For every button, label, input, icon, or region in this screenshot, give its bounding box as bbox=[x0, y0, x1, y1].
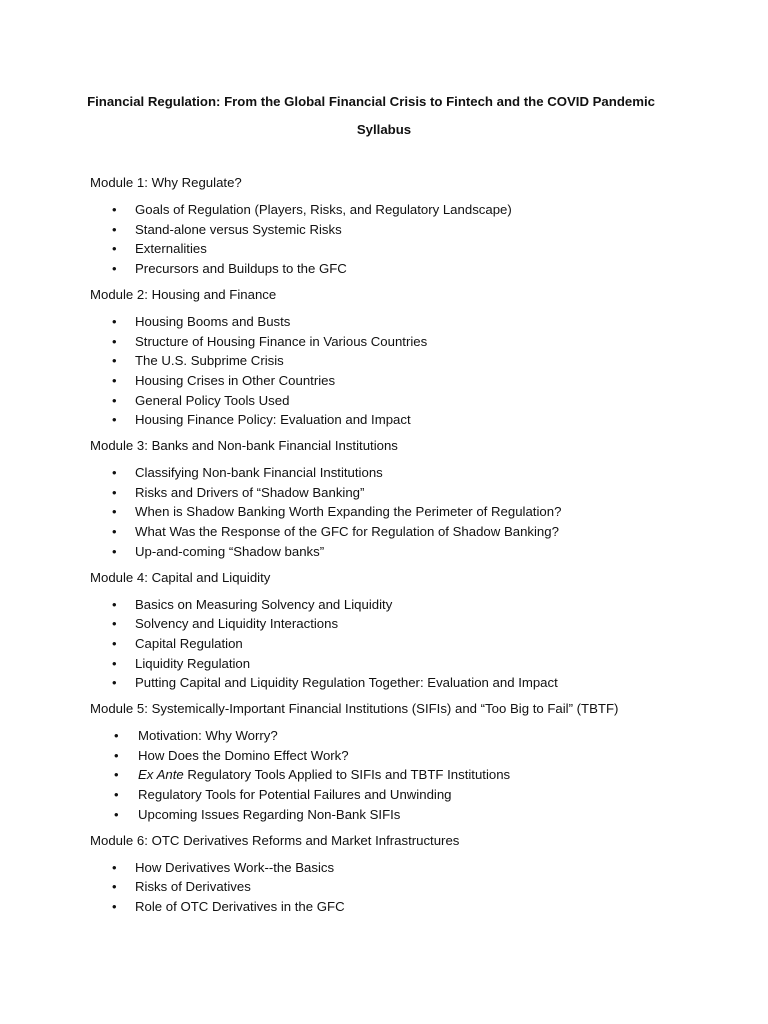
list-item: • Structure of Housing Finance in Various Countries bbox=[90, 332, 730, 352]
list-item: • Solvency and Liquidity Interactions bbox=[90, 614, 730, 634]
list-item: • Housing Finance Policy: Evaluation and Impact bbox=[90, 410, 730, 430]
list-item bbox=[90, 765, 730, 785]
list-item: • Externalities bbox=[90, 239, 730, 259]
list-item: • General Policy Tools Used bbox=[90, 391, 730, 411]
list-item-text: Regulatory Tools Applied to SIFIs and TBTF Institutions bbox=[183, 767, 511, 783]
list-item: • Housing Booms and Busts bbox=[90, 312, 730, 332]
list-item: • How Does the Domino Effect Work? bbox=[90, 746, 730, 766]
module-1 bbox=[90, 173, 730, 279]
list-item: • When is Shadow Banking Worth Expanding the Perimeter of Regulation? bbox=[90, 502, 730, 522]
module-topic-list bbox=[90, 200, 730, 279]
module-topic-list bbox=[90, 726, 730, 825]
list-item: • What Was the Response of the GFC for Regulation of Shadow Banking? bbox=[90, 522, 730, 542]
module-topic-list bbox=[90, 595, 730, 694]
module-heading: Module 1: Why Regulate? bbox=[90, 175, 242, 190]
list-item: • Role of OTC Derivatives in the GFC bbox=[90, 897, 730, 917]
list-item: • Risks of Derivatives bbox=[90, 877, 730, 897]
list-item: • Housing Crises in Other Countries bbox=[90, 371, 730, 391]
module-heading: Module 5: Systemically-Important Financial Institutions (SIFIs) and “Too Big to Fail” (TBTF) bbox=[90, 701, 619, 717]
document-subtitle: Syllabus bbox=[356, 122, 412, 137]
list-item: • Upcoming Issues Regarding Non-Bank SIFIs bbox=[90, 805, 730, 825]
list-item: • Up-and-coming “Shadow banks” bbox=[90, 542, 730, 562]
module-6 bbox=[90, 831, 730, 917]
list-item: • Stand-alone versus Systemic Risks bbox=[90, 220, 730, 240]
list-item: • Motivation: Why Worry? bbox=[90, 726, 730, 746]
list-item: • The U.S. Subprime Crisis bbox=[90, 351, 730, 371]
module-topic-list bbox=[90, 463, 730, 562]
list-item: • Capital Regulation bbox=[90, 634, 730, 654]
module-topic-list bbox=[90, 858, 730, 917]
list-item: • Putting Capital and Liquidity Regulation Together: Evaluation and Impact bbox=[90, 673, 730, 693]
syllabus-content bbox=[90, 173, 730, 923]
module-4 bbox=[90, 568, 730, 694]
module-3 bbox=[90, 436, 730, 562]
list-item: • Risks and Drivers of “Shadow Banking” bbox=[90, 483, 730, 503]
list-item: • Regulatory Tools for Potential Failures and Unwinding bbox=[90, 785, 730, 805]
list-item: • Classifying Non-bank Financial Institutions bbox=[90, 463, 730, 483]
module-topic-list bbox=[90, 312, 730, 430]
module-2 bbox=[90, 285, 730, 430]
module-heading: Module 3: Banks and Non-bank Financial Institutions bbox=[90, 438, 398, 454]
module-5 bbox=[90, 699, 730, 825]
list-item: • Precursors and Buildups to the GFC bbox=[90, 259, 730, 279]
list-item: • Goals of Regulation (Players, Risks, and Regulatory Landscape) bbox=[90, 200, 730, 220]
emphasis-text: Ex Ante bbox=[138, 767, 184, 783]
module-heading: Module 6: OTC Derivatives Reforms and Market Infrastructures bbox=[90, 832, 460, 848]
module-heading: Module 4: Capital and Liquidity bbox=[90, 569, 271, 585]
list-item: • How Derivatives Work--the Basics bbox=[90, 858, 730, 878]
list-item: • Liquidity Regulation bbox=[90, 654, 730, 674]
list-item: • Basics on Measuring Solvency and Liquidity bbox=[90, 595, 730, 615]
document-title: Financial Regulation: From the Global Financial Crisis to Fintech and the COVID Pandemic bbox=[87, 94, 655, 109]
module-heading: Module 2: Housing and Finance bbox=[90, 286, 277, 302]
